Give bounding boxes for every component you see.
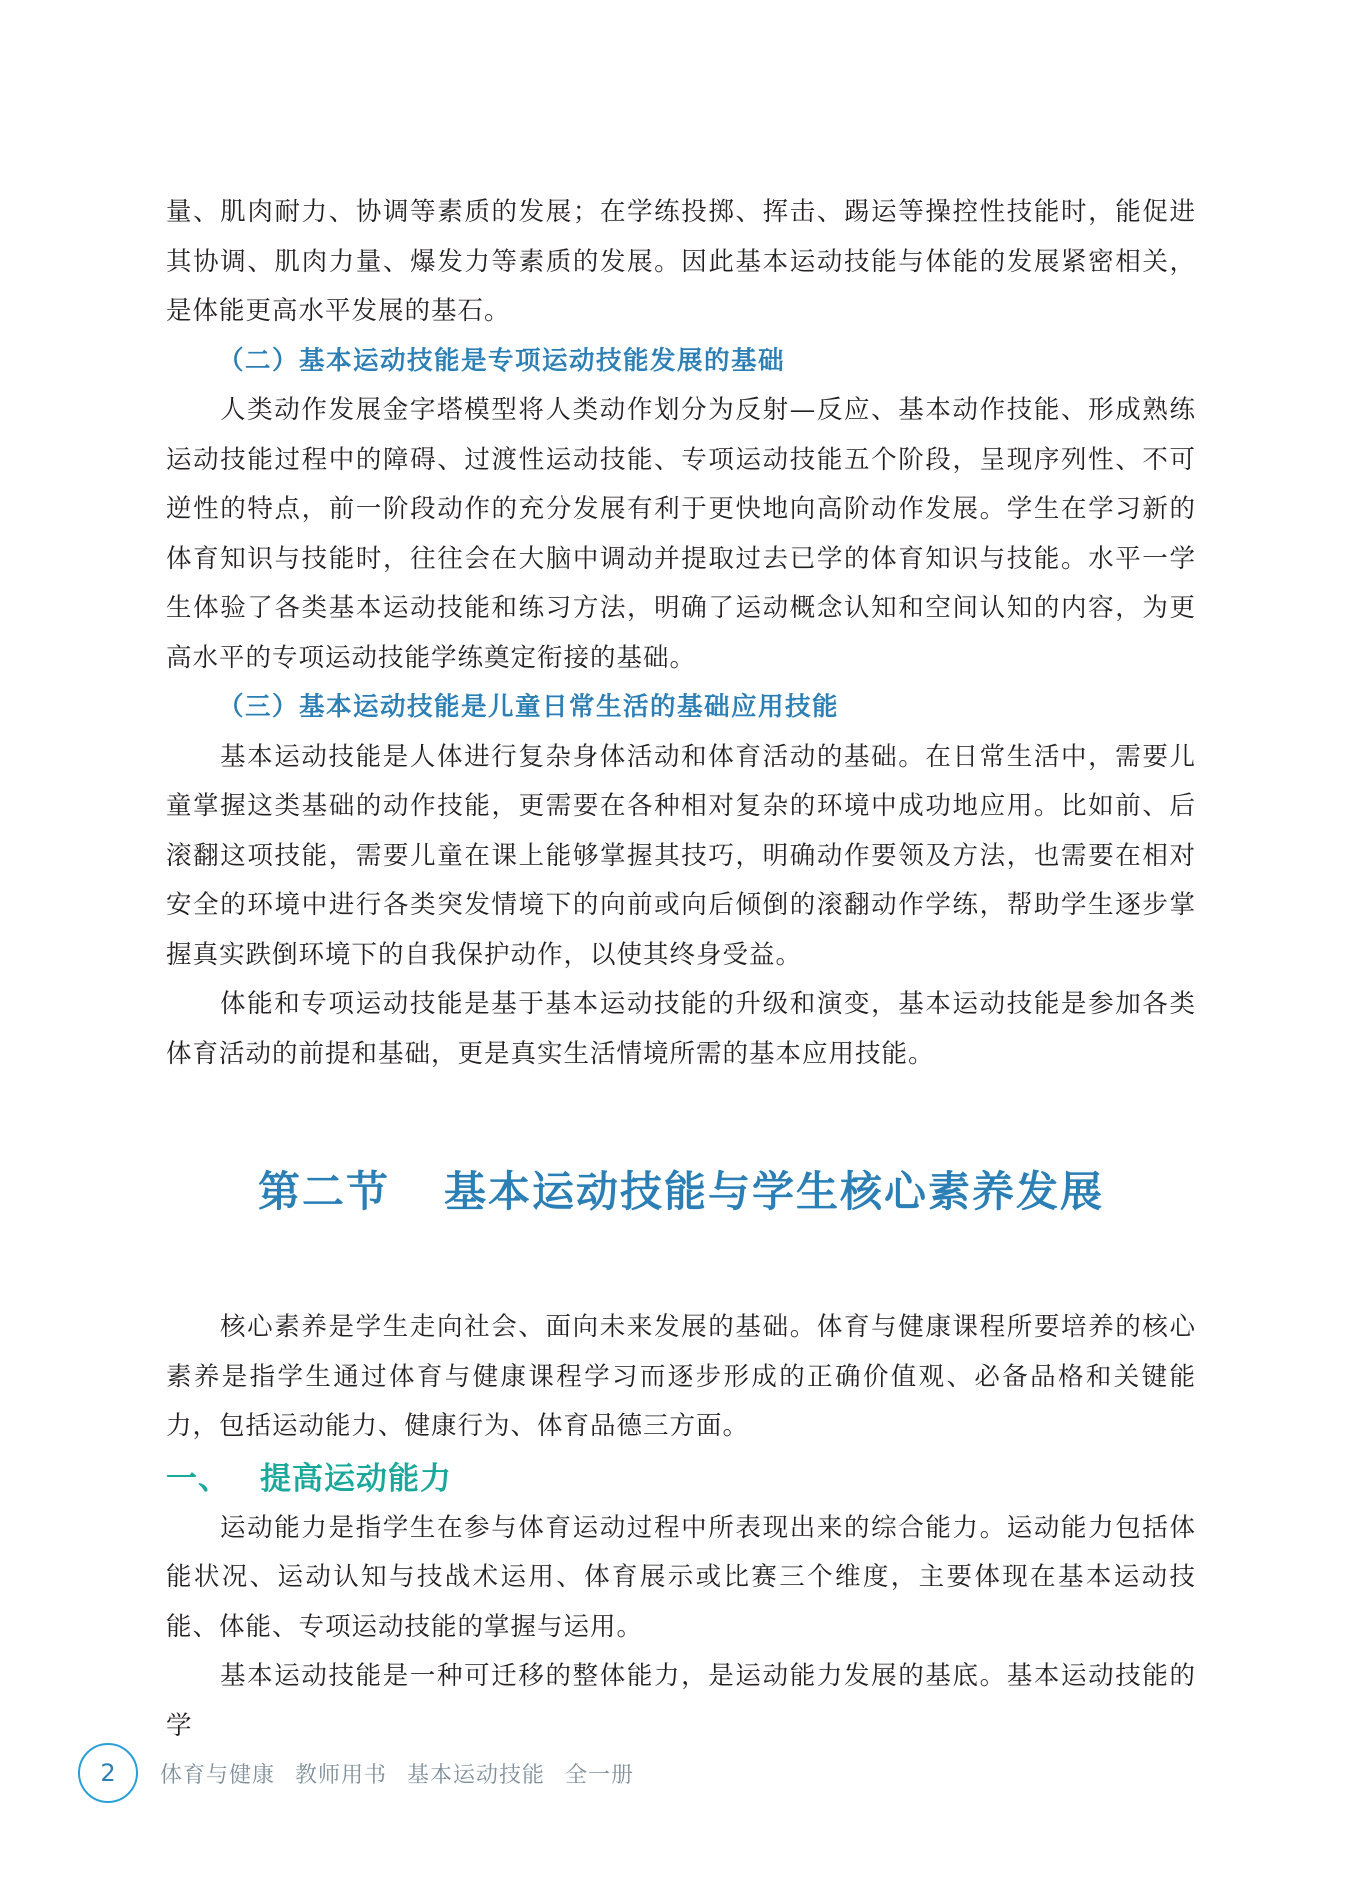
section-title-text: 基本运动技能与学生核心素养发展 — [444, 1167, 1105, 1216]
book-subject: 基本运动技能 — [407, 1762, 546, 1788]
body-paragraph: 基本运动技能是一种可迁移的整体能力，是运动能力发展的基底。基本运动技能的学 — [166, 1661, 1196, 1741]
body-paragraph: 量、肌肉耐力、协调等素质的发展；在学练投掷、挥击、踢运等操控性技能时，能促进其协调、肌肉力量、爆发力等素质的发展。因此基本运动技能与体能的发展紧密相关，是体能更高水平发展的基石。 — [166, 197, 1196, 326]
page-number: 2 — [78, 1743, 138, 1803]
heading-title: 提高运动能力 — [260, 1460, 452, 1497]
subheading-3: （三）基本运动技能是儿童日常生活的基础应用技能 — [218, 692, 840, 722]
page-footer — [78, 1744, 654, 1802]
section-title — [166, 1079, 1196, 1303]
book-volume: 全一册 — [565, 1762, 635, 1788]
book-title: 体育与健康 — [160, 1762, 276, 1788]
body-paragraph: 体能和专项运动技能是基于基本运动技能的升级和演变，基本运动技能是参加各类体育活动的前提和基础，更是真实生活情境所需的基本应用技能。 — [166, 989, 1196, 1069]
heading-number: 一、 — [166, 1460, 230, 1497]
body-paragraph: 核心素养是学生走向社会、面向未来发展的基础。体育与健康课程所要培养的核心素养是指学生通过体育与健康课程学习而逐步形成的正确价值观、必备品格和关键能力，包括运动能力、健康行为、体育品德三方面。 — [166, 1312, 1196, 1441]
heading-1 — [166, 1454, 1196, 1504]
book-info — [160, 1758, 654, 1789]
body-paragraph: 基本运动技能是人体进行复杂身体活动和体育活动的基础。在日常生活中，需要儿童掌握这类基础的动作技能，更需要在各种相对复杂的环境中成功地应用。比如前、后滚翻这项技能，需要儿童在课上能够掌握其技巧，明确动作要领及方法，也需要在相对安全的环境中进行各类突发情境下的向前或向后倾倒的滚翻动作学练，帮助学生逐步掌握真实跌倒环境下的自我保护动作，以使其终身受益。 — [166, 741, 1196, 970]
page-content — [166, 188, 1196, 1751]
book-type: 教师用书 — [295, 1762, 388, 1788]
body-paragraph: 人类动作发展金字塔模型将人类动作划分为反射—反应、基本动作技能、形成熟练运动技能过程中的障碍、过渡性运动技能、专项运动技能五个阶段，呈现序列性、不可逆性的特点，前一阶段动作的充分发展有利于更快地向高阶动作发展。学生在学习新的体育知识与技能时，往往会在大脑中调动并提取过去已学的体育知识与技能。水平一学生体验了各类基本运动技能和练习方法，明确了运动概念认知和空间认知的内容，为更高水平的专项运动技能学练奠定衔接的基础。 — [166, 395, 1196, 673]
body-paragraph: 运动能力是指学生在参与体育运动过程中所表现出来的综合能力。运动能力包括体能状况、运动认知与技战术运用、体育展示或比赛三个维度，主要体现在基本运动技能、体能、专项运动技能的掌握与运用。 — [166, 1512, 1196, 1642]
subheading-2: （二）基本运动技能是专项运动技能发展的基础 — [218, 345, 786, 376]
section-number: 第二节 — [257, 1167, 390, 1216]
